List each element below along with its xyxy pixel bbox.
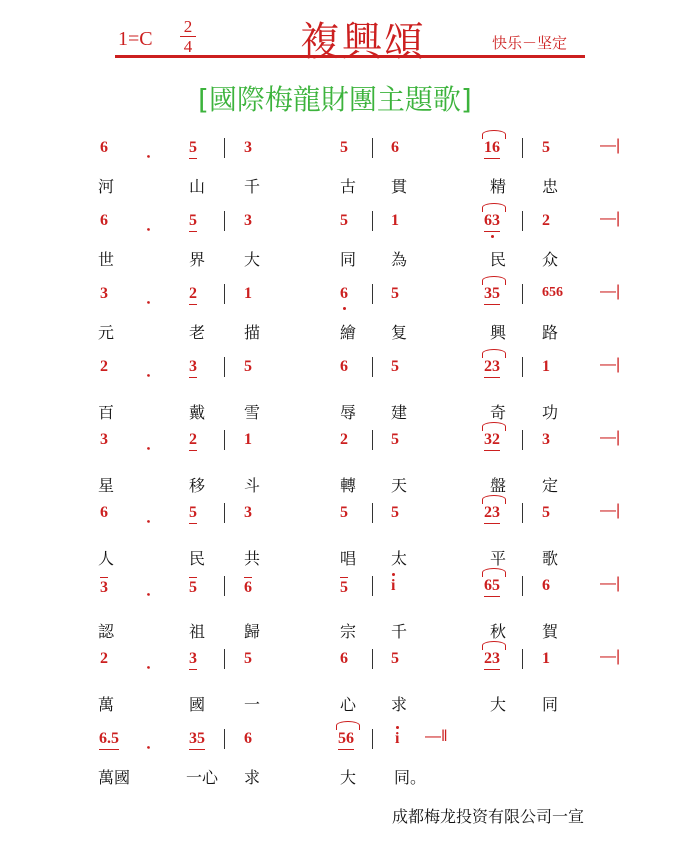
note-dot: ． [146, 363, 163, 380]
note: 6 [391, 139, 399, 156]
lyric: 轉 [340, 476, 357, 495]
bar-end-marker: —| [600, 429, 621, 446]
lyric: 辱 [340, 403, 357, 422]
note: 35 [189, 730, 205, 750]
lyric: 功 [542, 403, 559, 422]
note: 3 [100, 579, 108, 596]
note: 3 [244, 212, 252, 229]
lyric: 同。 [394, 768, 427, 787]
note: 6 [340, 358, 348, 375]
note: 3 [189, 358, 197, 378]
bar-end-marker: —| [600, 283, 621, 300]
lyric: 認 [98, 622, 115, 641]
slur-mark [482, 349, 506, 358]
barline [224, 649, 225, 669]
lyric: 复 [391, 323, 408, 342]
lyric: 山 [189, 177, 206, 196]
barline [372, 503, 373, 523]
lyric: 河 [98, 177, 115, 196]
note: 5 [542, 139, 550, 156]
barline [522, 576, 523, 596]
note: 65 [484, 577, 500, 597]
note: 2 [100, 358, 108, 375]
lyric: 萬國 [98, 768, 131, 787]
barline [372, 284, 373, 304]
lyric: 人 [98, 549, 115, 568]
lyric: 忠 [542, 177, 559, 196]
bar-end-marker: —| [600, 356, 621, 373]
note: 6 [542, 577, 550, 594]
lyric: 一心 [186, 768, 219, 787]
note: 3 [244, 504, 252, 521]
time-signature-top: 2 [183, 17, 193, 36]
barline [372, 729, 373, 749]
bar-end-marker: —| [600, 210, 621, 227]
lyric: 宗 [340, 622, 357, 641]
note: 5 [542, 504, 550, 521]
note: 5 [391, 285, 399, 302]
note: 2 [189, 431, 197, 451]
title-rule [115, 55, 585, 58]
lyric: 元 [98, 323, 115, 342]
lyric: 众 [542, 250, 559, 269]
note-dot: ． [146, 144, 163, 161]
note: 6 [244, 579, 252, 596]
note: i [395, 730, 400, 747]
slur-mark [482, 203, 506, 212]
lyric: 同 [340, 250, 357, 269]
lyric: 賀 [542, 622, 559, 641]
lyric: 世 [98, 250, 115, 269]
lyric: 萬 [98, 695, 115, 714]
time-signature-bottom: 4 [183, 37, 193, 56]
note-dot: ． [146, 509, 163, 526]
note: 2 [189, 285, 197, 305]
note: 5 [189, 212, 197, 232]
note-dot: ． [146, 290, 163, 307]
lyric: 大 [244, 250, 261, 269]
bar-end-marker: —| [600, 137, 621, 154]
note: 1 [244, 431, 252, 448]
note: 2 [340, 431, 348, 448]
lyric: 百 [98, 403, 115, 422]
lyric: 描 [244, 323, 261, 342]
lyric: 共 [244, 549, 261, 568]
slur-mark [482, 495, 506, 504]
note: 35 [484, 285, 500, 305]
barline [372, 430, 373, 450]
note: 1 [542, 358, 550, 375]
barline [522, 503, 523, 523]
lyric: 國 [189, 695, 206, 714]
note: 5 [391, 358, 399, 375]
lyric: 移 [189, 476, 206, 495]
note: 6 [340, 285, 348, 302]
lyric: 大 [490, 695, 507, 714]
lyric: 星 [98, 476, 115, 495]
slur-mark [482, 276, 506, 285]
lyric: 盤 [490, 476, 507, 495]
note: i [391, 577, 396, 594]
lyric: 古 [340, 177, 357, 196]
note-dot: ． [146, 655, 163, 672]
song-title: 複興頌 [300, 19, 426, 65]
subtitle: [國際梅龍財團主題歌] [198, 83, 472, 116]
note: 6 [100, 212, 108, 229]
barline [522, 211, 523, 231]
note: 32 [484, 431, 500, 451]
barline [522, 649, 523, 669]
lyric: 同 [542, 695, 559, 714]
note: 3 [542, 431, 550, 448]
note: 5 [340, 212, 348, 229]
lyric: 民 [490, 250, 507, 269]
lyric: 界 [189, 250, 206, 269]
note-dot: ． [146, 217, 163, 234]
note: 5 [391, 650, 399, 667]
lyric: 心 [340, 695, 357, 714]
barline [522, 284, 523, 304]
slur-mark [336, 721, 360, 730]
note-dot: ． [146, 735, 163, 752]
lyric: 路 [542, 323, 559, 342]
note: 5 [189, 579, 197, 596]
lyric: 斗 [244, 476, 261, 495]
lyric: 天 [391, 476, 408, 495]
publisher-footer: 成都梅龙投资有限公司一宣 [392, 807, 585, 826]
note: 63 [484, 212, 500, 232]
note: 56 [338, 730, 354, 750]
barline [224, 576, 225, 596]
lyric: 民 [189, 549, 206, 568]
barline [372, 211, 373, 231]
note: 5 [340, 504, 348, 521]
barline [522, 430, 523, 450]
lyric: 千 [244, 177, 261, 196]
note: 6 [244, 730, 252, 747]
lyric: 興 [490, 323, 507, 342]
note: 656 [542, 285, 563, 300]
barline [522, 138, 523, 158]
lyric: 祖 [189, 622, 206, 641]
barline [224, 138, 225, 158]
note: 2 [542, 212, 550, 229]
lyric: 繪 [340, 323, 357, 342]
lyric: 一 [244, 695, 261, 714]
tempo-marking: 快乐－坚定 [492, 34, 568, 52]
lyric: 求 [244, 768, 261, 787]
barline [224, 503, 225, 523]
note: 1 [244, 285, 252, 302]
note: 6 [100, 139, 108, 156]
bar-end-marker: —| [600, 502, 621, 519]
note: 2 [100, 650, 108, 667]
note-dot: ． [146, 436, 163, 453]
lyric: 雪 [244, 403, 261, 422]
slur-mark [482, 641, 506, 650]
lyric: 太 [391, 549, 408, 568]
slur-mark [482, 422, 506, 431]
note: 6.5 [99, 730, 119, 750]
note-dot: ． [146, 582, 163, 599]
barline [224, 357, 225, 377]
time-signature [180, 18, 196, 55]
lyric: 精 [490, 177, 507, 196]
lyric: 千 [391, 622, 408, 641]
barline [522, 357, 523, 377]
note: 3 [189, 650, 197, 670]
note: 5 [391, 431, 399, 448]
lyric: 定 [542, 476, 559, 495]
lyric: 戴 [189, 403, 206, 422]
bar-end-marker: —‖ [425, 728, 448, 745]
note: 5 [189, 504, 197, 524]
lyric: 求 [391, 695, 408, 714]
barline [224, 284, 225, 304]
barline [372, 649, 373, 669]
lyric: 唱 [340, 549, 357, 568]
barline [372, 357, 373, 377]
barline [224, 729, 225, 749]
bar-end-marker: —| [600, 648, 621, 665]
barline [224, 430, 225, 450]
note: 3 [100, 431, 108, 448]
lyric: 老 [189, 323, 206, 342]
note: 6 [100, 504, 108, 521]
lyric: 大 [340, 768, 357, 787]
key-signature: 1=C [118, 28, 153, 50]
note: 23 [484, 650, 500, 670]
lyric: 為 [391, 250, 408, 269]
note: 1 [542, 650, 550, 667]
note: 23 [484, 504, 500, 524]
note: 5 [340, 139, 348, 156]
note: 6 [340, 650, 348, 667]
lyric: 奇 [490, 403, 507, 422]
barline [372, 138, 373, 158]
lyric: 建 [391, 403, 408, 422]
note: 1 [391, 212, 399, 229]
barline [372, 576, 373, 596]
note: 5 [340, 579, 348, 596]
lyric: 歸 [244, 622, 261, 641]
note: 3 [244, 139, 252, 156]
note: 5 [244, 650, 252, 667]
note: 5 [391, 504, 399, 521]
barline [224, 211, 225, 231]
note: 5 [244, 358, 252, 375]
lyric: 歌 [542, 549, 559, 568]
lyric: 貫 [391, 177, 408, 196]
slur-mark [482, 568, 506, 577]
bar-end-marker: —| [600, 575, 621, 592]
note: 5 [189, 139, 197, 159]
note: 3 [100, 285, 108, 302]
note: 16 [484, 139, 500, 159]
slur-mark [482, 130, 506, 139]
lyric: 秋 [490, 622, 507, 641]
lyric: 平 [490, 549, 507, 568]
note: 23 [484, 358, 500, 378]
